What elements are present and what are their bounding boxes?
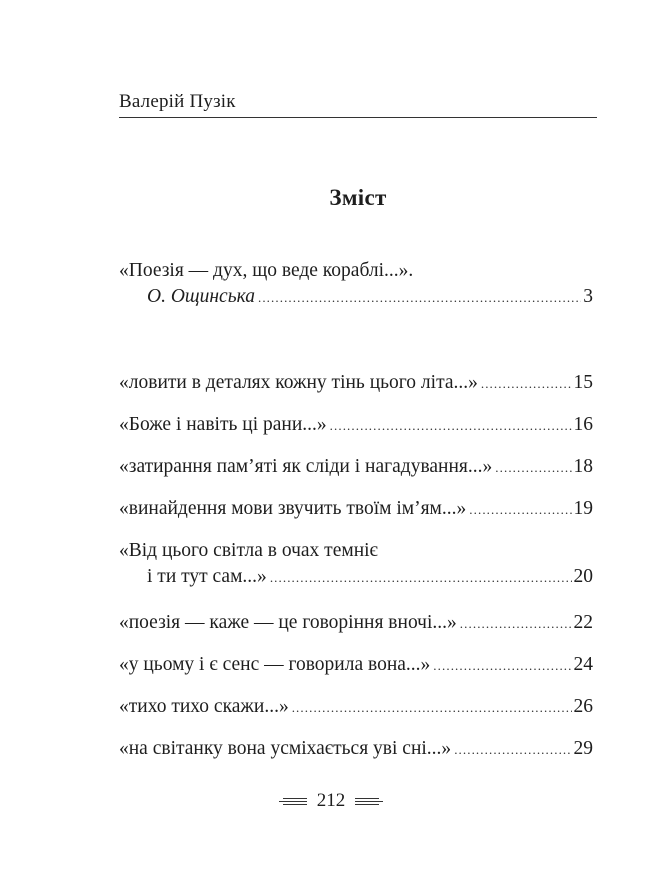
page-title: Зміст (329, 185, 387, 210)
dot-leader (469, 497, 571, 523)
toc-page-number: 3 (583, 286, 593, 307)
dot-leader (270, 565, 572, 591)
toc-entry[interactable] (119, 694, 593, 720)
toc-entry-title: «Від цього світла в очах темніє (119, 540, 378, 561)
toc-entry-title: «тихо тихо скажи...» (119, 696, 289, 717)
dot-leader (258, 285, 581, 311)
toc-entry-title-continued: і ти тут сам...» (147, 566, 267, 587)
toc-entry[interactable] (119, 412, 593, 438)
ornament-lines-icon (279, 798, 307, 805)
toc-entry-title: «Поезія — дух, що веде кораблі...». (119, 260, 414, 281)
toc-entry[interactable] (119, 736, 593, 762)
toc-entry[interactable] (119, 454, 593, 480)
toc-entry[interactable] (119, 610, 593, 636)
toc-page-number: 22 (573, 612, 593, 633)
dot-leader (433, 653, 571, 679)
toc-entry-title: «ловити в деталях кожну тінь цього літа...» (119, 372, 478, 393)
toc-entry-title: «затирання пам’яті як сліди і нагадування...» (119, 456, 493, 477)
toc-page-number: 29 (573, 738, 593, 759)
toc-entry-author: О. Ощинська (147, 286, 255, 307)
dot-leader (292, 695, 572, 721)
toc-page-number: 18 (573, 456, 593, 477)
ornament-lines-icon (355, 798, 383, 805)
running-head: Валерій Пузік (119, 91, 236, 112)
toc-entry-title: «у цьому і є сенс — говорила вона...» (119, 654, 431, 675)
toc-entry-foreword[interactable] (119, 258, 593, 310)
toc-page-number: 15 (573, 372, 593, 393)
dot-leader (454, 737, 571, 763)
toc-page-number: 24 (573, 654, 593, 675)
dot-leader (495, 455, 571, 481)
toc-page-number: 16 (573, 414, 593, 435)
toc-page-number: 26 (573, 696, 593, 717)
toc-entry-title: «Боже і навіть ці рани...» (119, 414, 327, 435)
page-footer (0, 788, 662, 814)
toc-entry[interactable] (119, 652, 593, 678)
header-rule (119, 117, 597, 118)
dot-leader (460, 611, 572, 637)
toc-entry[interactable] (119, 538, 593, 590)
toc-page-number: 20 (573, 566, 593, 587)
toc-entry-title: «поезія — каже — це говоріння вночі...» (119, 612, 457, 633)
page-number: 212 (316, 790, 346, 811)
toc-entry-title: «на світанку вона усміхається уві сні...» (119, 738, 452, 759)
toc-entry[interactable] (119, 496, 593, 522)
dot-leader (330, 413, 572, 439)
toc-entry[interactable] (119, 370, 593, 396)
toc-entry-title: «винайдення мови звучить твоїм ім’ям...» (119, 498, 467, 519)
toc-page-number: 19 (573, 498, 593, 519)
dot-leader (481, 371, 572, 397)
